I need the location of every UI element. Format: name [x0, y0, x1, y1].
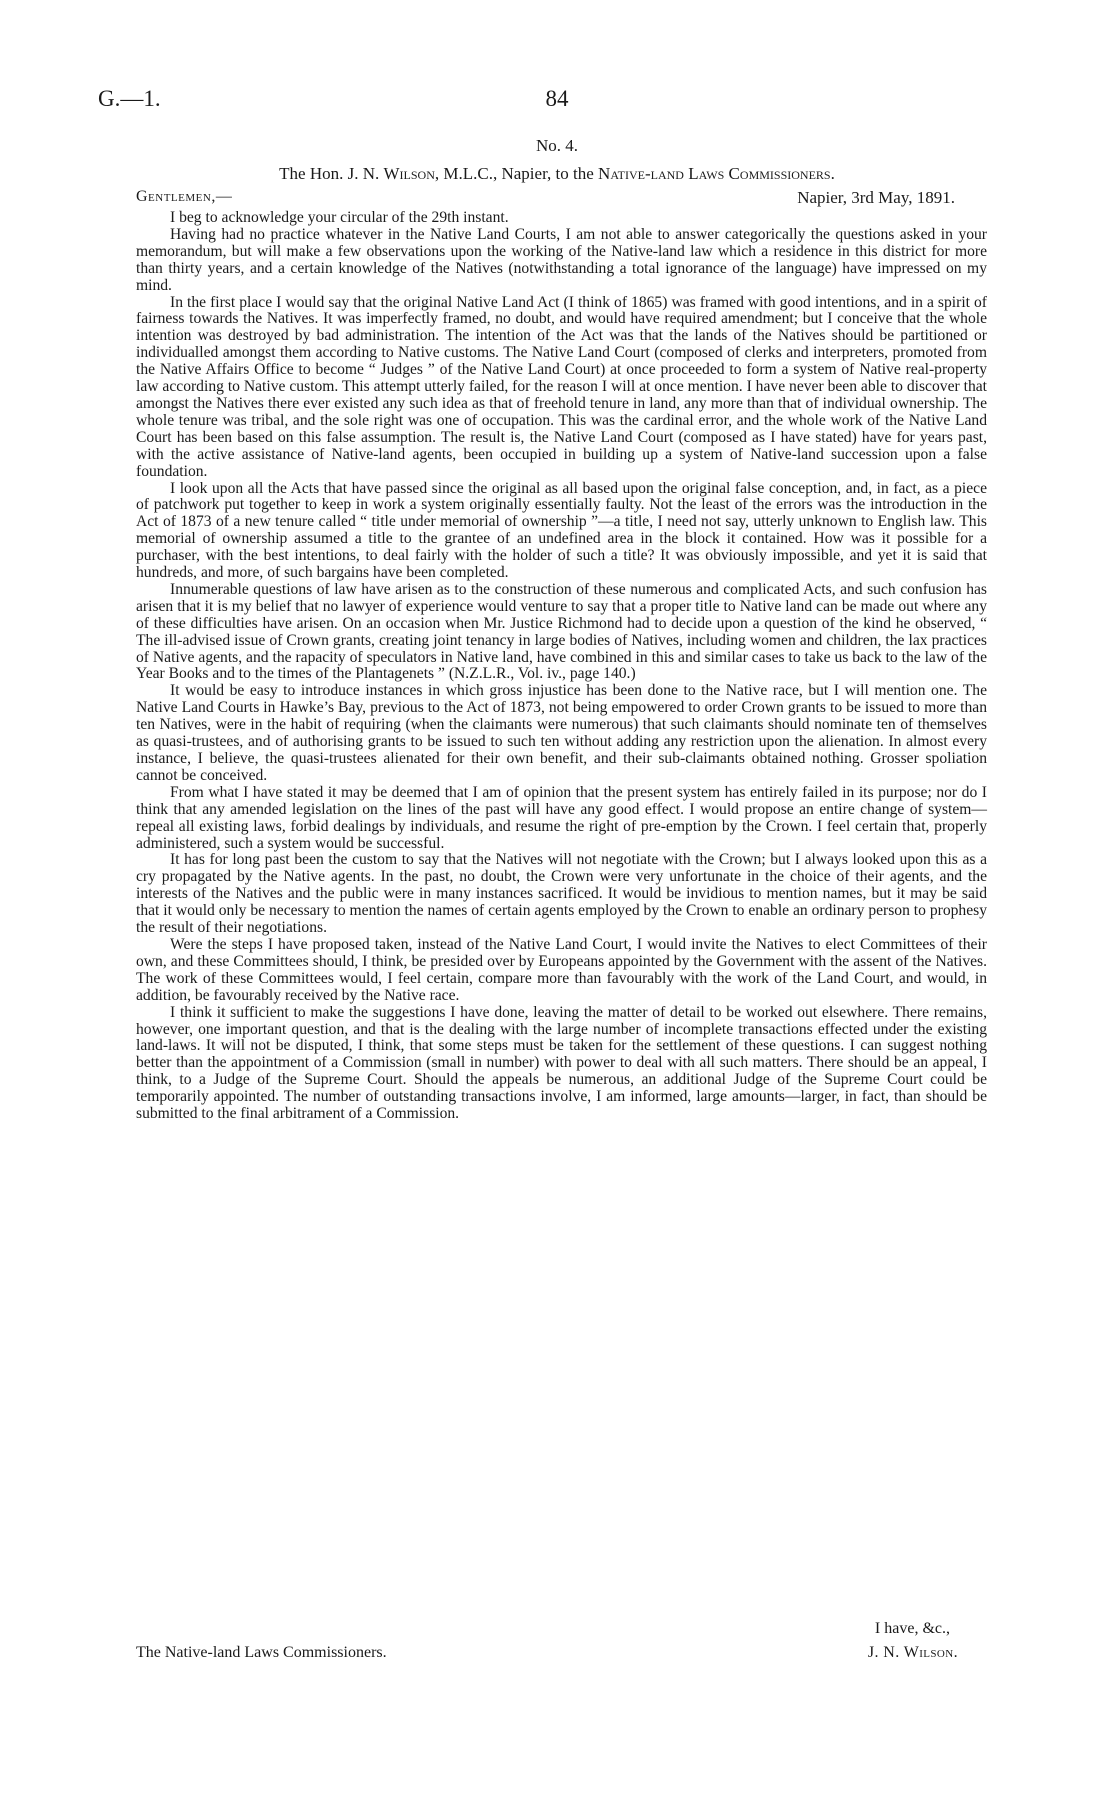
paragraph-1: I beg to acknowledge your circular of the 29th instant.	[170, 209, 509, 226]
paragraph-9: Were the steps I have proposed taken, instead of the Native Land Court, I would invite the Natives to elect Committees of their own, and these Committees should, I think, be presided over by Europeans appointed by the Government with the assent of the Natives. The work of these Committees would, I feel certain, compare more than favourably with the work of the Land Court, and would, in addition, be favourably received by the Native race.	[136, 935, 987, 1004]
valediction: I have, &c.,	[874, 1620, 950, 1637]
title-addressee: Native-land Laws Commissioners	[598, 164, 831, 183]
signature: J. N. Wilson.	[867, 1644, 958, 1661]
paragraph-8: It has for long past been the custom to say that the Natives will not negotiate with the Crown; but I always looked upon this as a cry propagated by the Native agents. In the past, no doubt, the Crown were very unfortunate in the choice of their agents, and the interests of the Natives and the public were in many instances sacrificed. It would be invidious to mention names, but it may be said that it would only be necessary to mention the names of certain agents employed by the Crown to enable an ordinary person to prophesy the result of their negotiations.	[136, 851, 987, 937]
paragraph-5: Innumerable questions of law have arisen as to the construction of these numerous and complicated Acts, and such confusion has arisen that it is my belief that no lawyer of experience would venture to say that a proper title to Native land can be made out where any of these difficulties have arisen. On an occasion when Mr. Justice Richmond had to decide upon a question of the kind he observed, “ The ill-advised issue of Crown grants, creating joint tenancy in large bodies of Natives, including women and children, the lax practices of Native agents, and the rapacity of speculators in Native land, have combined in this and similar cases to take us back to the law of the Year Books and to the times of the Plantagenets ” (N.Z.L.R., Vol. iv., page 140.)	[136, 580, 987, 683]
paragraph-7: From what I have stated it may be deemed that I am of opinion that the present system has entirely failed in its purpose; nor do I think that any amended legislation on the lines of the past will have any good effect. I would propose an entire change of system—repeal all existing laws, forbid dealings by individuals, and resume the right of pre-emption by the Crown. I feel certain that, properly administered, such a system would be successful.	[136, 783, 987, 852]
page-number: 84	[545, 86, 569, 111]
addressee-line: The Native-land Laws Commissioners.	[136, 1644, 387, 1661]
document-reference: G.—1.	[98, 86, 161, 111]
letter-body	[136, 210, 987, 1123]
paragraph-6: It would be easy to introduce instances in which gross injustice has been done to the Native race, but I will mention one. The Native Land Courts in Hawke’s Bay, previous to the Act of 1873, not being empowered to order Crown grants to be issued to more than ten Natives, were in the habit of requiring (when the claimants were numerous) that such claimants should nominate ten of themselves as quasi-trustees, and of authorising grants to be issued to such ten without adding any restriction upon the alienation. In almost every instance, I believe, the quasi-trustees alienated for their own benefit, and their sub-claimants obtained nothing. Grosser spoliation cannot be conceived.	[136, 682, 987, 784]
title-middle: , M.L.C., Napier, to the	[434, 164, 599, 183]
letter-number: No. 4.	[535, 136, 579, 155]
title-prefix: The Hon. J. N.	[279, 164, 384, 183]
dateline: Napier, 3rd May, 1891.	[797, 188, 955, 207]
paragraph-2: Having had no practice whatever in the Native Land Courts, I am not able to answer categorically the questions asked in your memorandum, but will make a few observations upon the working of the Native-land law which a residence in this district for more than thirty years, and a certain knowledge of the Natives (notwithstanding a total ignorance of the language) have impressed on my mind.	[136, 225, 987, 294]
letter-title	[0, 164, 1114, 184]
title-suffix: .	[830, 164, 835, 183]
paragraph-4: I look upon all the Acts that have passed since the original as all based upon the original false conception, and, in fact, as a piece of patchwork put together to keep in work a system originally essentially faulty. Not the least of the errors was the introduction in the Act of 1873 of a new tenure called “ title under memorial of ownership ”—a title, I need not say, utterly unknown to English law. This memorial of ownership assumed a title to the grantee of an undefined area in the block it contained. How was it possible for a purchaser, with the best intentions, to deal fairly with the holder of such a title? It was obviously impossible, and yet it is said that hundreds, and more, of such bargains have been completed.	[136, 479, 987, 582]
title-name: Wilson	[383, 164, 435, 183]
salutation: Gentlemen,—	[136, 188, 233, 205]
paragraph-3: In the first place I would say that the original Native Land Act (I think of 1865) was framed with good intentions, and in a spirit of fairness towards the Natives. It was imperfectly framed, no doubt, and would have required amendment; but I conceive that the whole intention was destroyed by bad administration. The intention of the Act was that the lands of the Natives should be partitioned or individualled amongst them according to Native customs. The Native Land Court (composed of clerks and interpreters, promoted from the Native Affairs Office to become “ Judges ” of the Native Land Court) at once proceeded to form a system of Native real-property law according to Native custom. This attempt utterly failed, for the reason I will at once mention. I have never been able to discover that amongst the Natives there ever existed any such idea as that of freehold tenure in land, any more than that of individual ownership. The whole tenure was tribal, and the sole right was one of occupation. This was the cardinal error, and the whole work of the Native Land Court has been based on this false assumption. The result is, the Native Land Court (composed as I have stated) have for years past, with the active assistance of Native-land agents, been occupied in building up a system of Native-land succession upon a false foundation.	[136, 293, 987, 480]
paragraph-10: I think it sufficient to make the suggestions I have done, leaving the matter of detail to be worked out elsewhere. There remains, however, one important question, and that is the dealing with the large number of incomplete transactions effected under the existing land-laws. It will not be disputed, I think, that some steps must be taken for the settlement of these questions. I can suggest nothing better than the appointment of a Commission (small in number) with power to deal with all such matters. There should be an appeal, I think, to a Judge of the Supreme Court. Should the appeals be numerous, an additional Judge of the Supreme Court could be temporarily appointed. The number of outstanding transactions involve, I am informed, large amounts—larger, in fact, than should be submitted to the final arbitrament of a Commission.	[136, 1003, 987, 1123]
